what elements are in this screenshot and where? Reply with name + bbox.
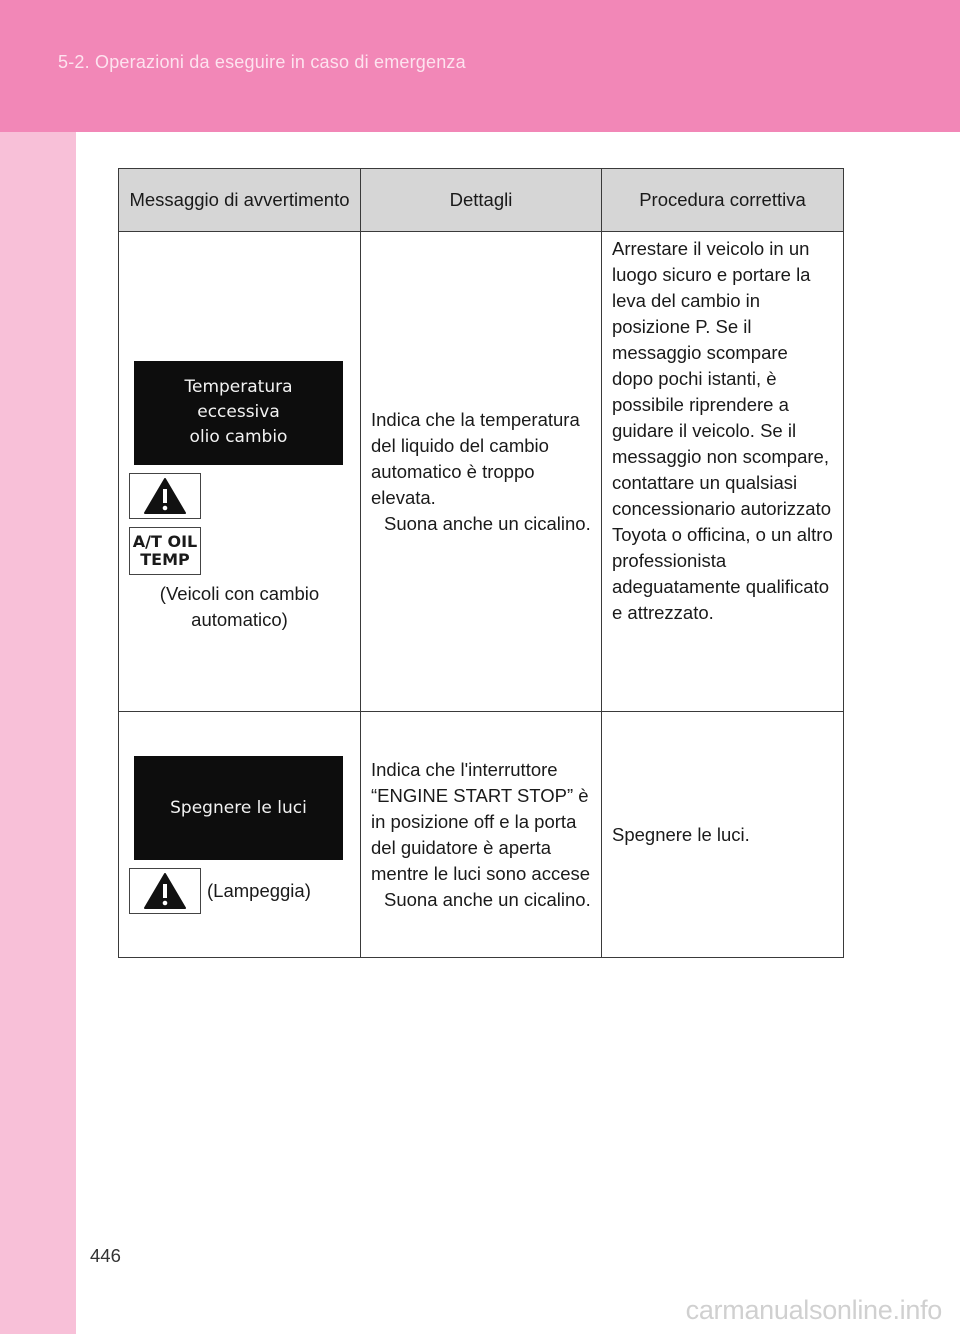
display-screen-lights <box>134 756 343 860</box>
screen-line: olio cambio <box>189 427 288 447</box>
screen-text: Spegnere le luci <box>170 797 307 818</box>
at-oil-temp-icon: A/T OIL TEMP <box>129 527 201 575</box>
watermark: carmanualsonline.info <box>685 1295 942 1325</box>
table-row <box>119 232 844 712</box>
procedure-cell <box>601 232 843 712</box>
details-cell <box>361 712 602 958</box>
table-row <box>119 712 844 958</box>
warning-table <box>118 168 844 958</box>
flash-caption: (Lampeggia) <box>207 879 311 901</box>
procedure-text: Arrestare il veicolo in un luogo sicuro e portare la leva del cambio in posizione P. Se il messaggio scompare dopo pochi istanti, è possibile riprendere a guidare il veicolo. Se il messaggio non scompare, contattare un qualsiasi concessionario autorizzato Toyota o officina, o un altro professionista adeguatamente qualificato e attrezzato. <box>611 238 833 623</box>
table-header-row <box>119 169 844 232</box>
header-procedure: Procedura correttiva <box>601 169 843 232</box>
screen-line: eccessiva <box>197 402 280 422</box>
details-cell <box>361 232 602 712</box>
warning-triangle-icon <box>129 473 201 519</box>
vehicle-caption: (Veicoli con cambio automatico) <box>159 582 320 630</box>
warning-message-cell <box>119 712 361 958</box>
section-title: 5-2. Operazioni da eseguire in caso di emergenza <box>58 52 466 72</box>
warning-triangle-icon <box>129 868 201 914</box>
procedure-cell <box>601 712 843 958</box>
details-text: Indica che la temperatura del liquido del cambio automatico è troppo elevata. <box>371 408 580 508</box>
procedure-text: Spegnere le luci. <box>611 823 750 845</box>
page-number: 446 <box>90 1245 121 1266</box>
details-note: Suona anche un cicalino. <box>384 512 591 534</box>
page-header <box>0 0 960 132</box>
warning-message-cell <box>119 232 361 712</box>
side-strip <box>0 132 76 1334</box>
details-note: Suona anche un cicalino. <box>384 888 591 910</box>
details-text: Indica che l'interruttore “ENGINE START STOP” è in posizione off e la porta del guidatore è aperta mentre le luci sono accese <box>371 758 591 884</box>
display-screen-temperature <box>134 361 343 465</box>
screen-line: Temperatura <box>184 377 293 397</box>
header-warning-message: Messaggio di avvertimento <box>119 169 361 232</box>
header-details: Dettagli <box>361 169 602 232</box>
